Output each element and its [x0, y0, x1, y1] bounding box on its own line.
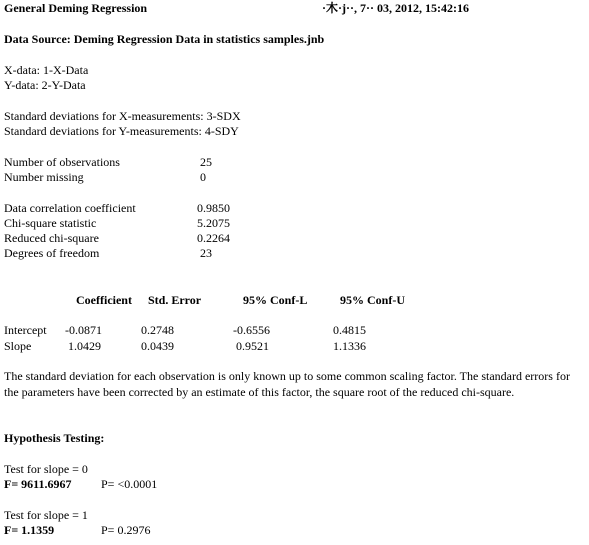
table-cell: 1.1336 — [333, 339, 366, 353]
scaling-note: The standard deviation for each observation is only known up to some common scaling factor. The standard errors for the parameters have been corrected by an estimate of this factor, the square root of the reduced chi-square. — [4, 369, 570, 399]
y-data-label: Y-data: 2-Y-Data — [4, 78, 86, 92]
table-cell: -0.6556 — [233, 323, 270, 337]
test-p-value: P= <0.0001 — [101, 477, 158, 491]
stat-value: 0.2264 — [197, 231, 230, 245]
stat-label: Data correlation coefficient — [4, 201, 136, 215]
count-label: Number missing — [4, 170, 84, 184]
table-cell: 0.2748 — [141, 323, 174, 337]
table-cell: 1.0429 — [68, 339, 101, 353]
sd-y-label: Standard deviations for Y-measurements: 4-SDY — [4, 124, 239, 138]
table-row-name: Slope — [4, 339, 32, 353]
test-label: Test for slope = 1 — [4, 508, 88, 522]
table-header: Coefficient — [76, 293, 132, 307]
test-f-value: F= 1.1359 — [4, 523, 55, 537]
test-f-value: F= 9611.6967 — [4, 477, 72, 491]
hypothesis-title: Hypothesis Testing: — [4, 431, 105, 445]
stat-label: Degrees of freedom — [4, 246, 100, 260]
sd-x-label: Standard deviations for X-measurements: 3-SDX — [4, 109, 241, 123]
test-label: Test for slope = 0 — [4, 462, 88, 476]
table-header: 95% Conf-L — [243, 293, 308, 307]
test-p-value: P= 0.2976 — [101, 523, 151, 537]
count-value: 25 — [200, 155, 212, 169]
table-cell: -0.0871 — [65, 323, 102, 337]
stat-value: 5.2075 — [197, 216, 230, 230]
count-label: Number of observations — [4, 155, 120, 169]
table-row-name: Intercept — [4, 323, 47, 337]
table-cell: 0.4815 — [333, 323, 366, 337]
table-cell: 0.9521 — [236, 339, 269, 353]
table-header: 95% Conf-U — [340, 293, 405, 307]
x-data-label: X-data: 1-X-Data — [4, 63, 89, 77]
stat-value: 0.9850 — [197, 201, 230, 215]
table-header: Std. Error — [148, 293, 202, 307]
count-value: 0 — [200, 170, 206, 184]
stat-value: 23 — [200, 246, 212, 260]
report-title: General Deming Regression — [4, 1, 148, 15]
stat-label: Chi-square statistic — [4, 216, 97, 230]
stat-label: Reduced chi-square — [4, 231, 99, 245]
table-cell: 0.0439 — [141, 339, 174, 353]
data-source: Data Source: Deming Regression Data in statistics samples.jnb — [4, 32, 325, 46]
report-datetime: ·木·j··, 7·· 03, 2012, 15:42:16 — [322, 1, 470, 15]
